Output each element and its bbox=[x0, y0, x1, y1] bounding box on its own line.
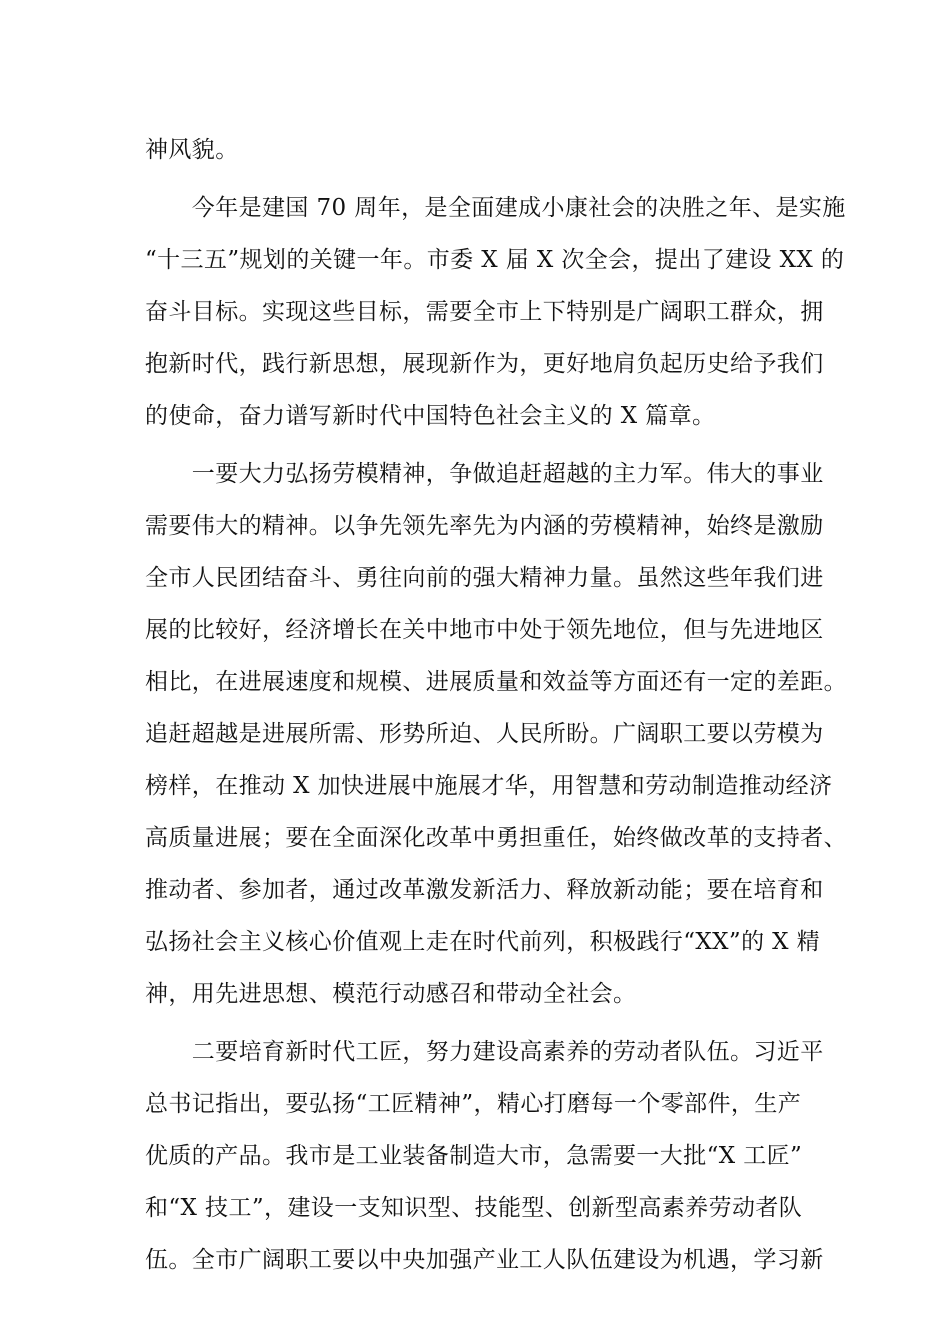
text-line: 神风貌。 bbox=[145, 137, 239, 163]
text-line: 和“X 技工”，建设一支知识型、技能型、创新型高素养劳动者队 bbox=[145, 1195, 803, 1221]
text-line: 高质量进展；要在全面深化改革中勇担重任，始终做改革的支持者、 bbox=[145, 825, 847, 851]
text-line: 神，用先进思想、模范行动感召和带动全社会。 bbox=[145, 981, 637, 1007]
text-line: “十三五”规划的关键一年。市委 X 届 X 次全会，提出了建设 XX 的 bbox=[145, 247, 845, 273]
text-line: 需要伟大的精神。以争先领先率先为内涵的劳模精神，始终是激励 bbox=[145, 513, 824, 539]
text-line: 追赶超越是进展所需、形势所迫、人民所盼。广阔职工要以劳模为 bbox=[145, 721, 824, 747]
body-text bbox=[145, 124, 847, 1286]
text-line: 一要大力弘扬劳模精神，争做追赶超越的主力军。伟大的事业 bbox=[145, 461, 824, 487]
text-line: 今年是建国 70 周年，是全面建成小康社会的决胜之年、是实施 bbox=[145, 195, 846, 221]
text-line: 二要培育新时代工匠，努力建设高素养的劳动者队伍。习近平 bbox=[145, 1039, 824, 1065]
text-line: 相比，在进展速度和规模、进展质量和效益等方面还有一定的差距。 bbox=[145, 669, 847, 695]
text-line: 弘扬社会主义核心价值观上走在时代前列，积极践行“XX”的 X 精 bbox=[145, 929, 821, 955]
text-line: 全市人民团结奋斗、勇往向前的强大精神力量。虽然这些年我们进 bbox=[145, 565, 824, 591]
text-line: 伍。全市广阔职工要以中央加强产业工人队伍建设为机遇，学习新 bbox=[145, 1247, 824, 1273]
text-line: 奋斗目标。实现这些目标，需要全市上下特别是广阔职工群众，拥 bbox=[145, 299, 824, 325]
text-line: 总书记指出，要弘扬“工匠精神”，精心打磨每一个零部件，生产 bbox=[145, 1091, 802, 1117]
text-line: 的使命，奋力谱写新时代中国特色社会主义的 X 篇章。 bbox=[145, 403, 716, 429]
text-line: 优质的产品。我市是工业装备制造大市，急需要一大批“X 工匠” bbox=[145, 1143, 803, 1169]
text-line: 抱新时代，践行新思想，展现新作为，更好地肩负起历史给予我们 bbox=[145, 351, 824, 377]
text-line: 榜样，在推动 X 加快进展中施展才华，用智慧和劳动制造推动经济 bbox=[145, 773, 833, 799]
text-line: 展的比较好，经济增长在关中地市中处于领先地位，但与先进地区 bbox=[145, 617, 824, 643]
text-line: 推动者、参加者，通过改革激发新活力、释放新动能；要在培育和 bbox=[145, 877, 824, 903]
